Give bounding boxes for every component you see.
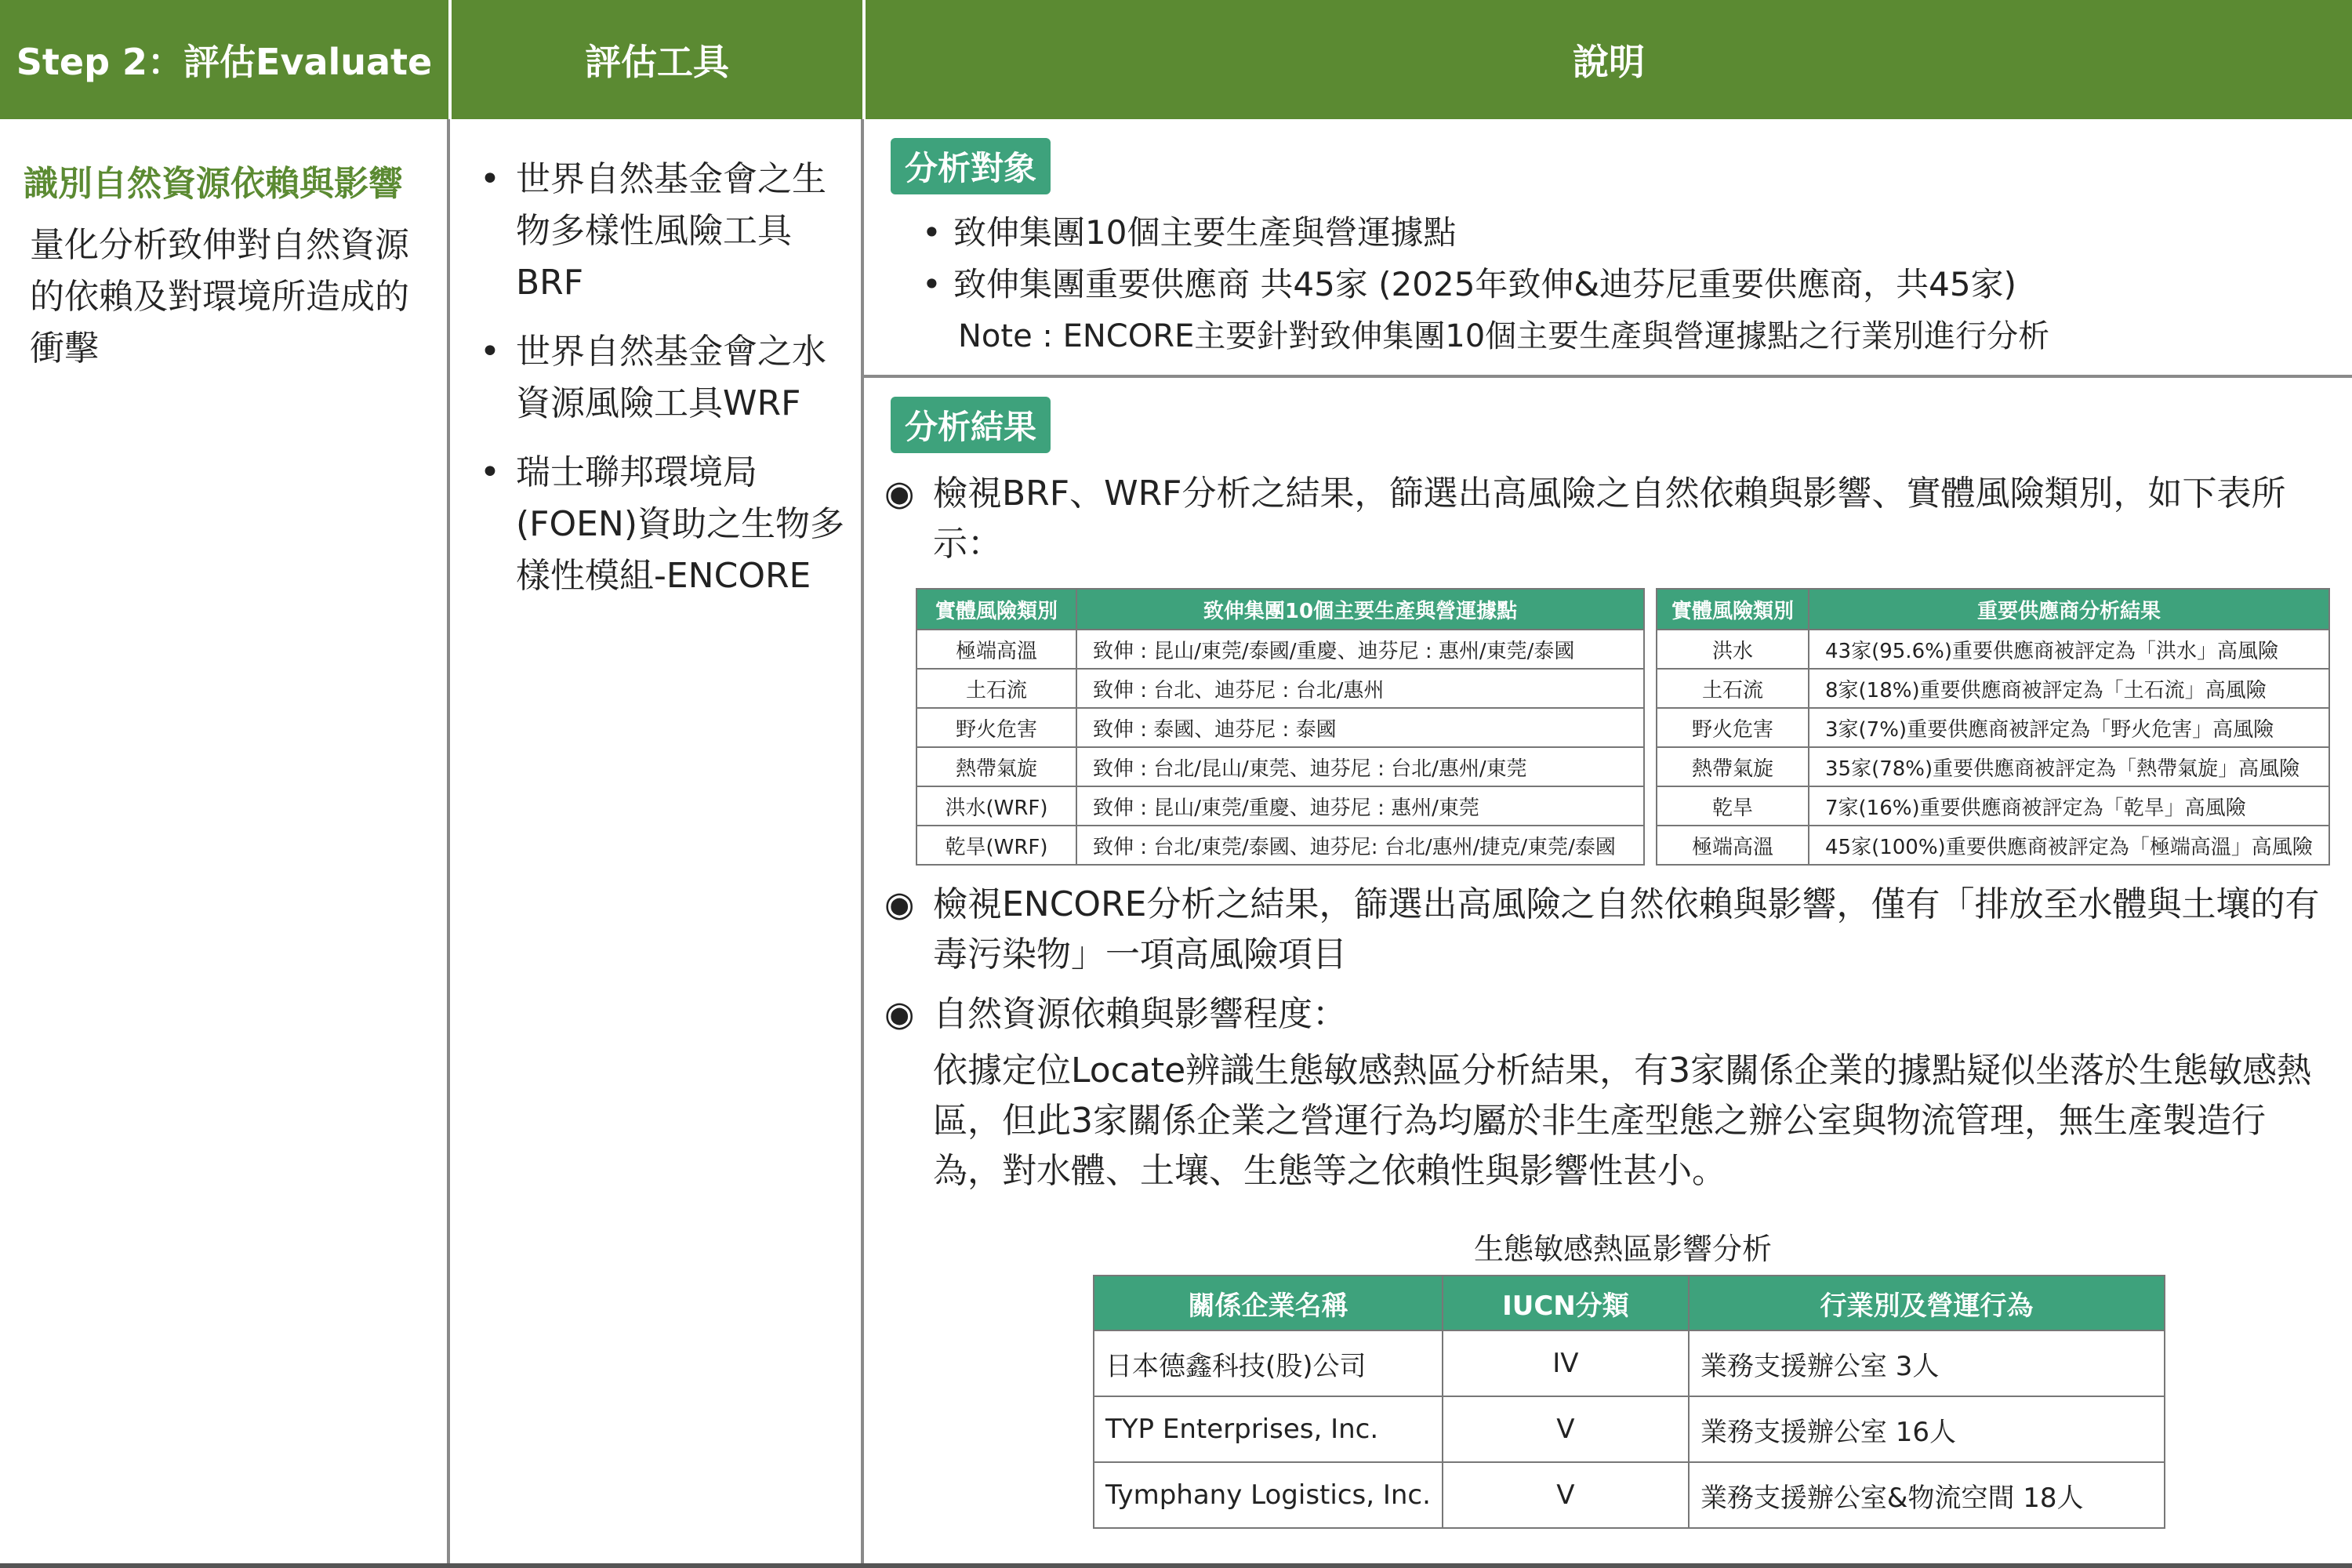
table-header: 重要供應商分析結果 [1809, 589, 2329, 630]
target-item: • 致伸集團重要供應商 共45家 (2025年致伸&迪芬尼重要供應商，共45家) [914, 259, 2325, 310]
table-cell: 業務支援辦公室&物流空間 18人 [1689, 1462, 2165, 1528]
table-row [1657, 826, 2329, 865]
table-cell: V [1443, 1462, 1689, 1528]
table-row [1657, 708, 2329, 747]
table-cell: 致伸 : 台北/昆山/東莞、迪芬尼 : 台北/惠州/東莞 [1076, 747, 1644, 786]
suppliers-risk-table [1656, 588, 2330, 866]
target-item: • 致伸集團10個主要生產與營運據點 [914, 207, 2325, 259]
column-divider [447, 119, 450, 1568]
left-column [24, 155, 431, 375]
table-cell: 3家(7%)重要供應商被評定為「野火危害」高風險 [1809, 708, 2329, 747]
table-cell: 致伸 : 昆山/東莞/重慶、迪芬尼 : 惠州/東莞 [1076, 786, 1644, 826]
table-cell: 熱帶氣旋 [916, 747, 1076, 786]
table-row [1657, 630, 2329, 669]
table-cell: 45家(100%)重要供應商被評定為「極端高溫」高風險 [1809, 826, 2329, 865]
table-row [1657, 786, 2329, 826]
table-cell: TYP Enterprises, Inc. [1094, 1396, 1443, 1462]
table-cell: 43家(95.6%)重要供應商被評定為「洪水」高風險 [1809, 630, 2329, 669]
table-cell: 熱帶氣旋 [1657, 747, 1809, 786]
tool-item-encore: • 瑞士聯邦環境局(FOEN)資助之生物多樣性模組-ENCORE [455, 447, 851, 602]
table-cell: 7家(16%)重要供應商被評定為「乾旱」高風險 [1809, 786, 2329, 826]
table-cell: 致伸 : 泰國、迪芬尼 : 泰國 [1076, 708, 1644, 747]
table-row [916, 826, 1644, 865]
table-header: 行業別及營運行為 [1689, 1276, 2165, 1330]
results-tag: 分析結果 [891, 397, 1051, 453]
result-subtitle: 自然資源依賴與影響程度： [933, 994, 1347, 1034]
targets-tag: 分析對象 [891, 138, 1051, 194]
table-row [916, 786, 1644, 826]
table-row [1094, 1462, 2165, 1528]
row-divider [862, 375, 2352, 378]
table-cell: 土石流 [1657, 669, 1809, 708]
target-bullet-icon: ◉ [884, 994, 915, 1034]
targets-note: Note : ENCORE主要針對致伸集團10個主要生產與營運據點之行業別進行分析 [958, 318, 2050, 354]
result-point-3 [884, 989, 2327, 1196]
result-text: 檢視ENCORE分析之結果，篩選出高風險之自然依賴與影響，僅有「排放至水體與土壤的有毒污染物」一項高風險項目 [933, 884, 2320, 975]
table-cell: 業務支援辦公室 16人 [1689, 1396, 2165, 1462]
table-header: 實體風險類別 [1657, 589, 1809, 630]
column-divider [861, 119, 864, 1568]
table-row [1094, 1330, 2165, 1396]
table-cell: 土石流 [916, 669, 1076, 708]
table-row [916, 747, 1644, 786]
table-cell: 野火危害 [916, 708, 1076, 747]
targets-section [914, 207, 2325, 362]
table-row [1657, 669, 2329, 708]
table-cell: 洪水(WRF) [916, 786, 1076, 826]
result-text: 依據定位Locate辨識生態敏感熱區分析結果，有3家關係企業的據點疑似坐落於生態敏感熱區，但此3家關係企業之營運行為均屬於非生產型態之辦公室與物流管理，無生產製造行為，對水體、土壤、生態等之依賴性與影響性甚小。 [933, 1051, 2312, 1191]
sites-risk-table [916, 588, 1645, 866]
table-cell: 洪水 [1657, 630, 1809, 669]
table-header: IUCN分類 [1443, 1276, 1689, 1330]
target-bullet-icon: ◉ [884, 474, 915, 514]
table-row [916, 630, 1644, 669]
table-header: 實體風險類別 [916, 589, 1076, 630]
table-cell: IV [1443, 1330, 1689, 1396]
targets-list [914, 207, 2325, 310]
table-cell: 極端高溫 [916, 630, 1076, 669]
eco-sensitive-table [1093, 1275, 2165, 1529]
result-point-2 [884, 880, 2327, 980]
tool-item-brf: • 世界自然基金會之生物多樣性風險工具BRF [455, 154, 851, 309]
table-cell: 致伸 : 昆山/東莞/泰國/重慶、迪芬尼 : 惠州/東莞/泰國 [1076, 630, 1644, 669]
tools-list [455, 154, 851, 602]
table-cell: 乾旱(WRF) [916, 826, 1076, 865]
table-cell: 野火危害 [1657, 708, 1809, 747]
section-description: 量化分析致伸對自然資源的依賴及對環境所造成的衝擊 [30, 225, 409, 368]
table-row [916, 708, 1644, 747]
target-bullet-icon: ◉ [884, 884, 915, 924]
table-cell: 35家(78%)重要供應商被評定為「熱帶氣旋」高風險 [1809, 747, 2329, 786]
table-cell: 致伸 : 台北/東莞/泰國、迪芬尼: 台北/惠州/捷克/東莞/泰國 [1076, 826, 1644, 865]
bottom-border [0, 1563, 2352, 1568]
tools-column [455, 154, 851, 619]
table-row [1657, 747, 2329, 786]
table-row [916, 669, 1644, 708]
table-cell: 極端高溫 [1657, 826, 1809, 865]
table-cell: 8家(18%)重要供應商被評定為「土石流」高風險 [1809, 669, 2329, 708]
table-cell: Tymphany Logistics, Inc. [1094, 1462, 1443, 1528]
table-cell: 日本德鑫科技(股)公司 [1094, 1330, 1443, 1396]
header-step: Step 2：評估Evaluate [0, 0, 448, 119]
table-cell: V [1443, 1396, 1689, 1462]
table-row [1094, 1396, 2165, 1462]
header-description: 說明 [862, 0, 2352, 119]
result-point-1 [884, 469, 2327, 569]
table-header: 致伸集團10個主要生產與營運據點 [1076, 589, 1644, 630]
section-title: 識別自然資源依賴與影響 [24, 164, 403, 204]
table-cell: 乾旱 [1657, 786, 1809, 826]
tool-item-wrf: • 世界自然基金會之水資源風險工具WRF [455, 326, 851, 430]
result-text: 檢視BRF、WRF分析之結果，篩選出高風險之自然依賴與影響、實體風險類別，如下表所示： [933, 474, 2286, 564]
eco-table-title: 生態敏感熱區影響分析 [1473, 1232, 1772, 1266]
table-cell: 業務支援辦公室 3人 [1689, 1330, 2165, 1396]
table-header: 關係企業名稱 [1094, 1276, 1443, 1330]
header-tools: 評估工具 [448, 0, 862, 119]
table-cell: 致伸 : 台北、迪芬尼 : 台北/惠州 [1076, 669, 1644, 708]
